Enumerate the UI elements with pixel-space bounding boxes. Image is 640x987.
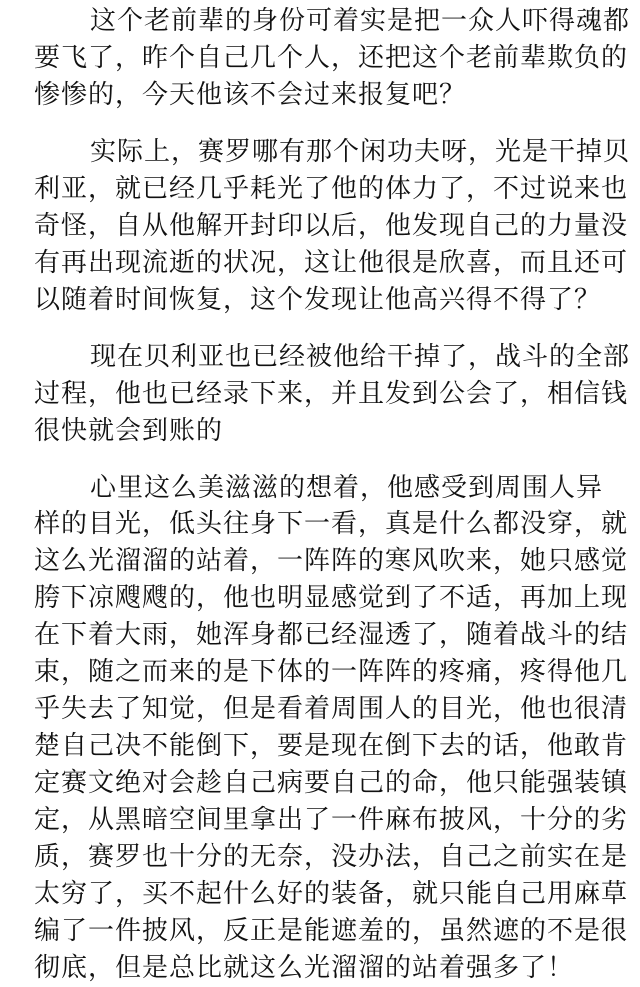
paragraph-line: 胯下凉飕飕的，他也明显感觉到了不适，再加上现 <box>34 583 629 613</box>
paragraph-line: 束，随之而来的是下体的一阵阵的疼痛，疼得他几 <box>34 657 629 687</box>
paragraph-line: 利亚，就已经几乎耗光了他的体力了，不过说来也 <box>34 174 629 204</box>
paragraph-line: 现在贝利亚也已经被他给干掉了，战斗的全部 <box>90 342 631 372</box>
paragraph-line: 在下着大雨，她浑身都已经湿透了，随着战斗的结 <box>34 620 629 650</box>
paragraph-line: 要飞了，昨个自己几个人，还把这个老前辈欺负的 <box>34 43 629 73</box>
paragraph-line: 定，从黑暗空间里拿出了一件麻布披风，十分的劣 <box>34 805 629 835</box>
paragraph-line: 楚自己决不能倒下，要是现在倒下去的话，他敢肯 <box>34 731 629 761</box>
paragraph-line: 这么光溜溜的站着，一阵阵的寒风吹来，她只感觉 <box>34 546 629 576</box>
paragraph-line: 乎失去了知觉，但是看着周围人的目光，他也很清 <box>34 694 629 724</box>
paragraph-line: 实际上，赛罗哪有那个闲功夫呀，光是干掉贝 <box>90 137 631 167</box>
paragraph-line: 这个老前辈的身份可着实是把一众人吓得魂都 <box>90 6 631 36</box>
paragraph-line: 样的目光，低头往身下一看，真是什么都没穿，就 <box>34 509 629 539</box>
paragraph-line: 惨惨的，今天他该不会过来报复吧？ <box>34 80 467 110</box>
paragraph-line: 奇怪，自从他解开封印以后，他发现自己的力量没 <box>34 211 629 241</box>
paragraph-line: 太穷了，买不起什么好的装备，就只能自己用麻草 <box>34 879 629 909</box>
paragraph-line: 定赛文绝对会趁自己病要自己的命，他只能强装镇 <box>34 768 629 798</box>
paragraph-line: 编了一件披风，反正是能遮羞的，虽然遮的不是很 <box>34 916 629 946</box>
paragraph-line: 彻底，但是总比就这么光溜溜的站着强多了！ <box>34 953 575 983</box>
paragraph-line: 有再出现流逝的状况，这让他很是欣喜，而且还可 <box>34 248 629 278</box>
paragraph-line: 以随着时间恢复，这个发现让他高兴得不得了？ <box>34 285 602 315</box>
paragraph-line: 过程，他也已经录下来，并且发到公会了，相信钱 <box>34 379 629 409</box>
paragraph-line: 很快就会到账的 <box>34 416 224 446</box>
paragraph-line: 心里这么美滋滋的想着，他感受到周围人异 <box>90 473 604 503</box>
paragraph-line: 质，赛罗也十分的无奈，没办法，自己之前实在是 <box>34 842 629 872</box>
